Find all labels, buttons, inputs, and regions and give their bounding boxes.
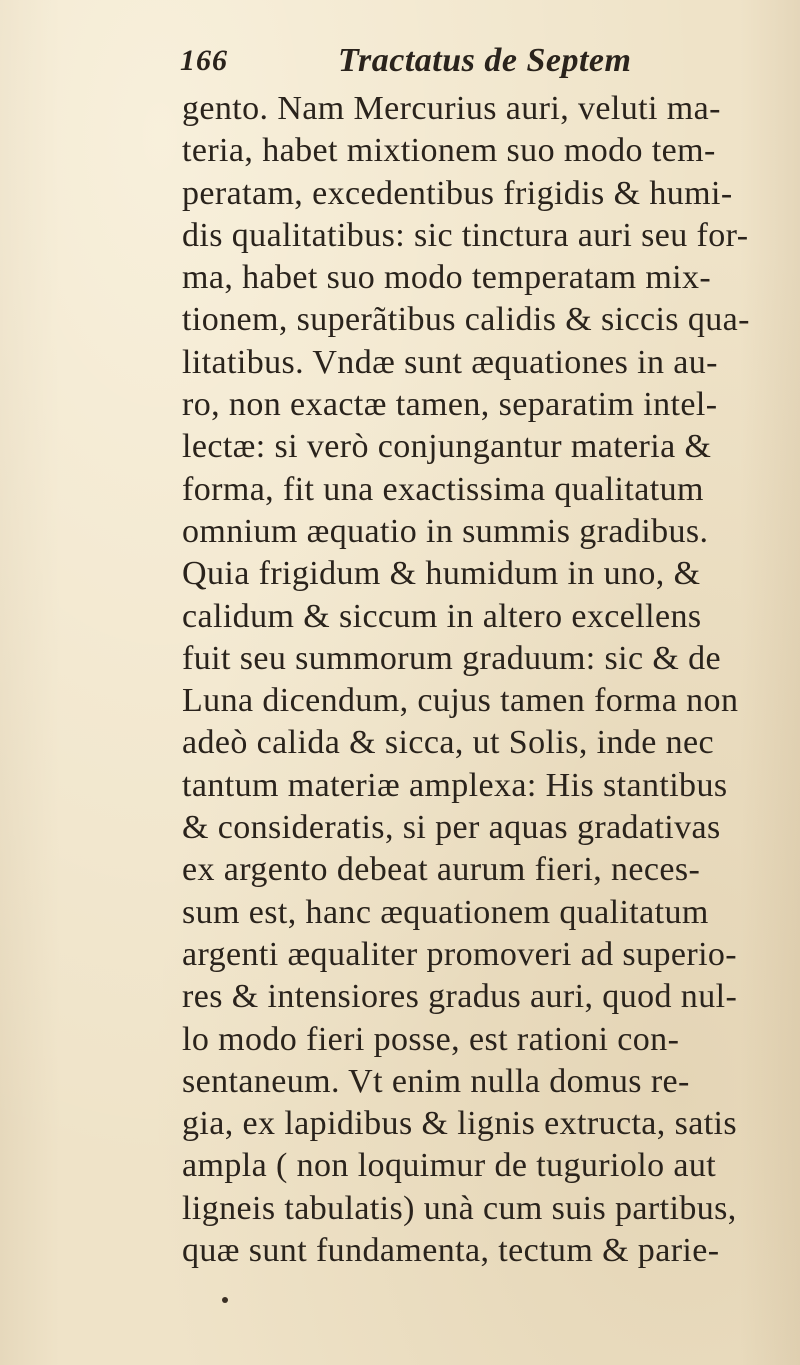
text-line: ligneis tabulatis) unà cum suis partibus, bbox=[182, 1189, 737, 1227]
running-head: Tractatus de Septem bbox=[338, 42, 632, 79]
page-header bbox=[180, 40, 740, 90]
text-line: lo modo fieri posse, est rationi con- bbox=[182, 1020, 680, 1058]
text-line: sentaneum. Vt enim nulla domus re- bbox=[182, 1062, 690, 1100]
text-line: & consideratis, si per aquas gradativas bbox=[182, 809, 721, 847]
text-line: ampla ( non loquimur de tuguriolo aut bbox=[182, 1147, 717, 1185]
text-line: forma, fit una exactissima qualitatum bbox=[182, 470, 704, 508]
text-line: gia, ex lapidibus & lignis extructa, satis bbox=[182, 1105, 738, 1143]
text-line: fuit seu summorum graduum: sic & de bbox=[182, 639, 722, 677]
body-text bbox=[182, 88, 787, 1272]
text-line: peratam, excedentibus frigidis & humi- bbox=[182, 174, 733, 212]
text-line: res & intensiores gradus auri, quod nul- bbox=[182, 978, 738, 1016]
text-line: ma, habet suo modo temperatam mix- bbox=[182, 259, 712, 297]
text-line: quæ sunt fundamenta, tectum & parie- bbox=[182, 1232, 720, 1270]
text-line: Quia frigidum & humidum in uno, & bbox=[182, 555, 701, 593]
text-line: gento. Nam Mercurius auri, veluti ma- bbox=[182, 90, 721, 127]
text-line: ex argento debeat aurum fieri, neces- bbox=[182, 851, 701, 889]
text-line: dis qualitatibus: sic tinctura auri seu for- bbox=[182, 216, 749, 254]
text-line: adeò calida & sicca, ut Solis, inde nec bbox=[182, 724, 715, 762]
text-line: ro, non exactæ tamen, separatim intel- bbox=[182, 386, 718, 424]
page-number: 166 bbox=[180, 44, 228, 77]
text-line: lectæ: si verò conjungantur materia & bbox=[182, 428, 712, 466]
ink-spot bbox=[222, 1297, 228, 1303]
text-line: tantum materiæ amplexa: His stantibus bbox=[182, 766, 728, 804]
text-line: calidum & siccum in altero excellens bbox=[182, 597, 702, 635]
text-line: teria, habet mixtionem suo modo tem- bbox=[182, 132, 716, 170]
text-line: Luna dicendum, cujus tamen forma non bbox=[182, 682, 739, 720]
text-line: omnium æquatio in summis gradibus. bbox=[182, 512, 709, 550]
text-line: sum est, hanc æquationem qualitatum bbox=[182, 893, 709, 931]
text-line: tionem, superãtibus calidis & siccis qua- bbox=[182, 301, 750, 339]
text-line: argenti æqualiter promoveri ad superio- bbox=[182, 935, 738, 973]
text-line: litatibus. Vndæ sunt æquationes in au- bbox=[182, 343, 718, 381]
